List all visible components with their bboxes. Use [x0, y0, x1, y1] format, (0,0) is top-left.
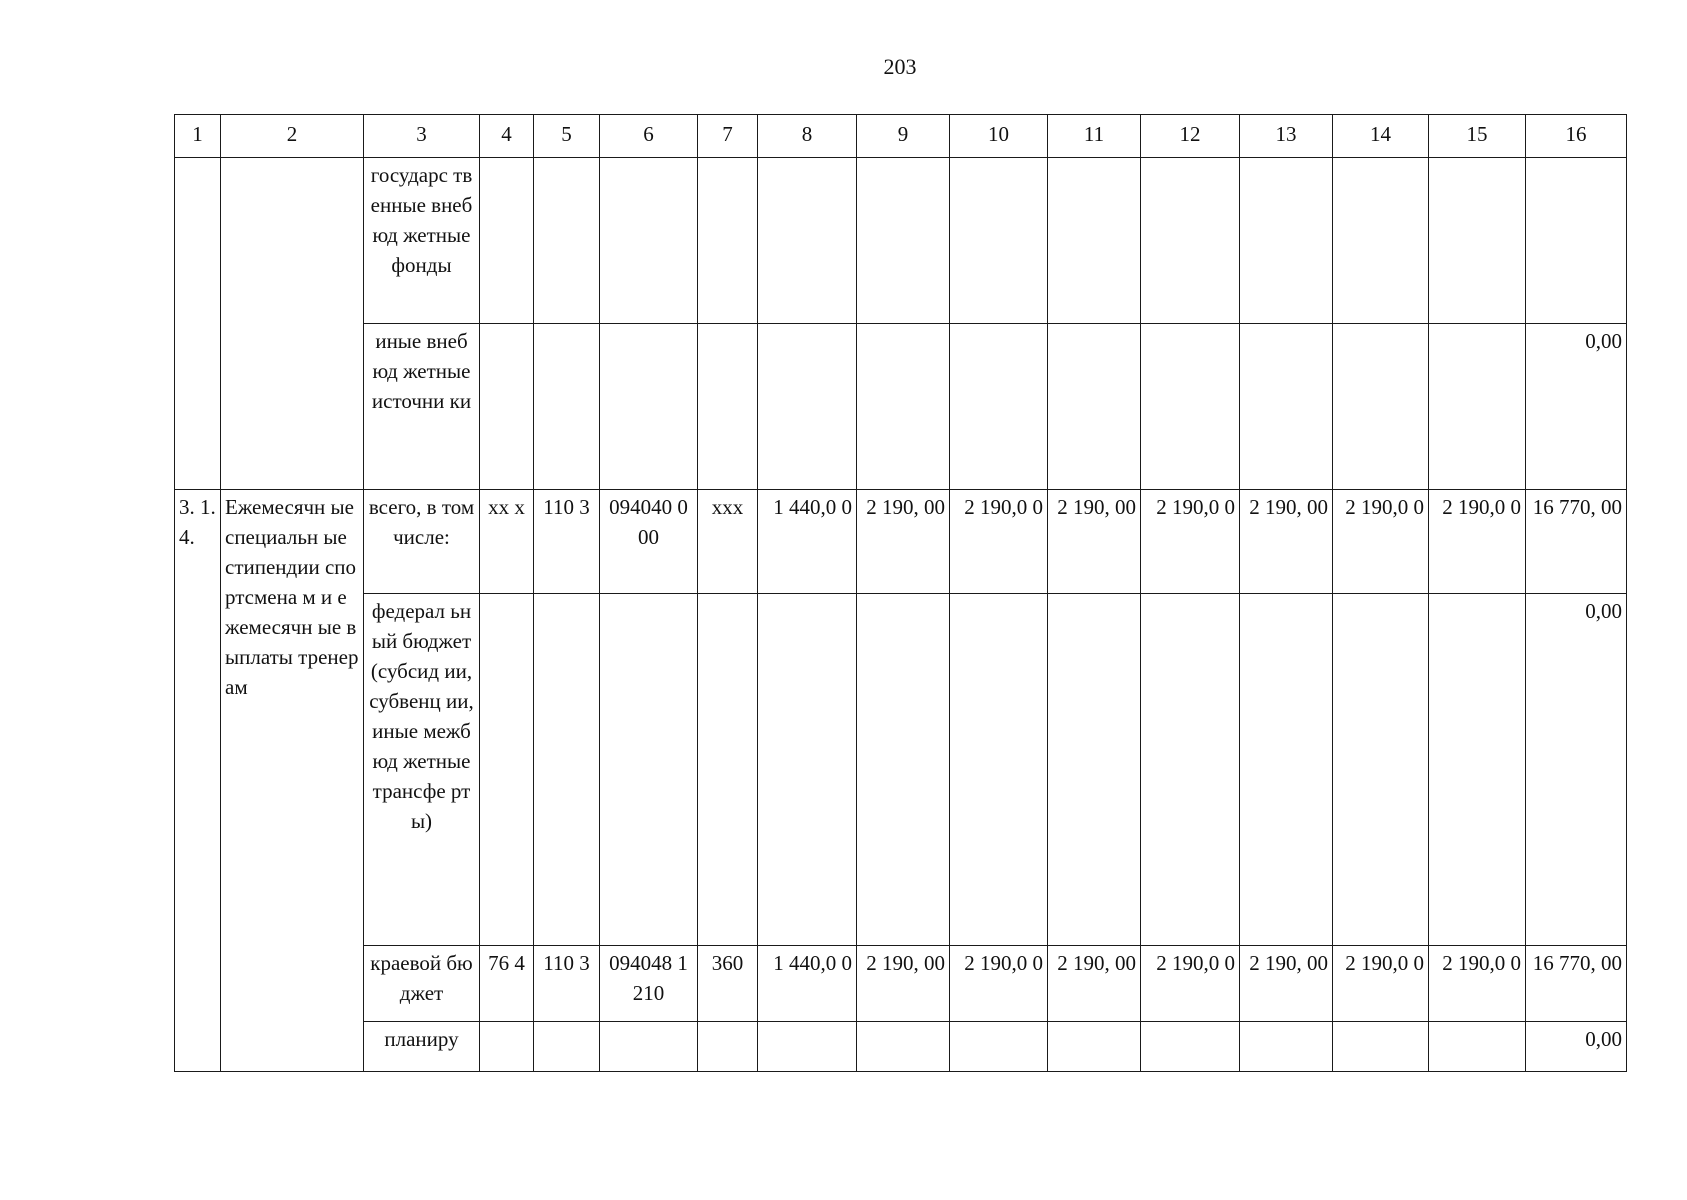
header-cell: 9: [857, 115, 950, 158]
source-label: краевой бюджет: [364, 946, 480, 1022]
code-cell: 094040 000: [600, 490, 698, 594]
empty-cell: [1429, 324, 1526, 490]
amount-cell: 2 190, 00: [1048, 946, 1141, 1022]
empty-cell: [950, 594, 1048, 946]
amount-cell: 2 190,0 0: [1141, 490, 1240, 594]
header-cell: 16: [1526, 115, 1627, 158]
source-label: федерал ьный бюджет (субсид ии, субвенц ии, иные межбюд жетные трансфе рты): [364, 594, 480, 946]
empty-cell: [1333, 594, 1429, 946]
amount-cell: 16 770, 00: [1526, 946, 1627, 1022]
header-cell: 4: [480, 115, 534, 158]
empty-cell: [1048, 158, 1141, 324]
amount-cell: 2 190,0 0: [1429, 946, 1526, 1022]
total-value: 0,00: [1526, 1022, 1627, 1072]
empty-cell: [857, 594, 950, 946]
row-state-funds: [175, 158, 1627, 324]
amount-cell: 2 190,0 0: [950, 490, 1048, 594]
header-cell: 15: [1429, 115, 1526, 158]
amount-cell: 2 190, 00: [1240, 946, 1333, 1022]
empty-cell: [1048, 324, 1141, 490]
empty-cell: [1141, 1022, 1240, 1072]
header-cell: 7: [698, 115, 758, 158]
header-cell: 11: [1048, 115, 1141, 158]
budget-table: [174, 114, 1627, 1072]
page-number: 203: [883, 54, 917, 79]
header-cell: 12: [1141, 115, 1240, 158]
header-cell: 13: [1240, 115, 1333, 158]
empty-cell: [1048, 1022, 1141, 1072]
source-label: всего, в том числе:: [364, 490, 480, 594]
code-cell: xx x: [480, 490, 534, 594]
empty-cell: [758, 324, 857, 490]
empty-cell: [221, 158, 364, 490]
empty-cell: [480, 594, 534, 946]
empty-cell: [175, 158, 221, 490]
empty-cell: [857, 158, 950, 324]
row-regional: [175, 946, 1627, 1022]
empty-cell: [534, 158, 600, 324]
empty-cell: [600, 1022, 698, 1072]
header-cell: 1: [175, 115, 221, 158]
amount-cell: 2 190,0 0: [1333, 490, 1429, 594]
empty-cell: [698, 158, 758, 324]
amount-cell: 1 440,0 0: [758, 490, 857, 594]
code-cell: 110 3: [534, 946, 600, 1022]
item-number: 3. 1. 4.: [175, 490, 221, 1072]
header-cell: 6: [600, 115, 698, 158]
empty-cell: [758, 1022, 857, 1072]
code-cell: 76 4: [480, 946, 534, 1022]
empty-cell: [1333, 1022, 1429, 1072]
amount-cell: 2 190, 00: [857, 946, 950, 1022]
header-cell: 8: [758, 115, 857, 158]
row-item-total: [175, 490, 1627, 594]
empty-cell: [698, 1022, 758, 1072]
amount-cell: 2 190,0 0: [950, 946, 1048, 1022]
total-value: 0,00: [1526, 324, 1627, 490]
empty-cell: [698, 324, 758, 490]
empty-cell: [600, 158, 698, 324]
empty-cell: [1048, 594, 1141, 946]
header-cell: 5: [534, 115, 600, 158]
total-value: [1526, 158, 1627, 324]
source-label: иные внебюд жетные источни ки: [364, 324, 480, 490]
empty-cell: [534, 1022, 600, 1072]
empty-cell: [1429, 1022, 1526, 1072]
header-row: [175, 115, 1627, 158]
row-federal: [175, 594, 1627, 946]
header-cell: 14: [1333, 115, 1429, 158]
empty-cell: [950, 324, 1048, 490]
amount-cell: 2 190,0 0: [1429, 490, 1526, 594]
empty-cell: [1141, 594, 1240, 946]
empty-cell: [1240, 324, 1333, 490]
code-cell: 094048 1210: [600, 946, 698, 1022]
total-value: 0,00: [1526, 594, 1627, 946]
source-label: планиру: [364, 1022, 480, 1072]
amount-cell: 2 190, 00: [857, 490, 950, 594]
empty-cell: [480, 324, 534, 490]
empty-cell: [758, 158, 857, 324]
row-other-funds: [175, 324, 1627, 490]
empty-cell: [1429, 594, 1526, 946]
empty-cell: [950, 1022, 1048, 1072]
amount-cell: 2 190,0 0: [1333, 946, 1429, 1022]
empty-cell: [857, 324, 950, 490]
empty-cell: [1333, 324, 1429, 490]
source-label: государс твенные внебюд жетные фонды: [364, 158, 480, 324]
empty-cell: [758, 594, 857, 946]
amount-cell: 16 770, 00: [1526, 490, 1627, 594]
empty-cell: [1429, 158, 1526, 324]
code-cell: 110 3: [534, 490, 600, 594]
empty-cell: [857, 1022, 950, 1072]
header-cell: 10: [950, 115, 1048, 158]
header-cell: 2: [221, 115, 364, 158]
empty-cell: [1240, 158, 1333, 324]
empty-cell: [1333, 158, 1429, 324]
empty-cell: [950, 158, 1048, 324]
amount-cell: 2 190, 00: [1240, 490, 1333, 594]
empty-cell: [1240, 594, 1333, 946]
empty-cell: [480, 158, 534, 324]
empty-cell: [1141, 324, 1240, 490]
amount-cell: 2 190, 00: [1048, 490, 1141, 594]
empty-cell: [534, 594, 600, 946]
empty-cell: [600, 594, 698, 946]
code-cell: 360: [698, 946, 758, 1022]
empty-cell: [534, 324, 600, 490]
empty-cell: [698, 594, 758, 946]
row-planned: [175, 1022, 1627, 1072]
empty-cell: [1240, 1022, 1333, 1072]
item-name: Ежемесячн ые специальн ые стипендии спортсмена м и ежемесячн ые выплаты тренерам: [221, 490, 364, 1072]
header-cell: 3: [364, 115, 480, 158]
amount-cell: 1 440,0 0: [758, 946, 857, 1022]
empty-cell: [1141, 158, 1240, 324]
amount-cell: 2 190,0 0: [1141, 946, 1240, 1022]
empty-cell: [480, 1022, 534, 1072]
code-cell: xxx: [698, 490, 758, 594]
empty-cell: [600, 324, 698, 490]
